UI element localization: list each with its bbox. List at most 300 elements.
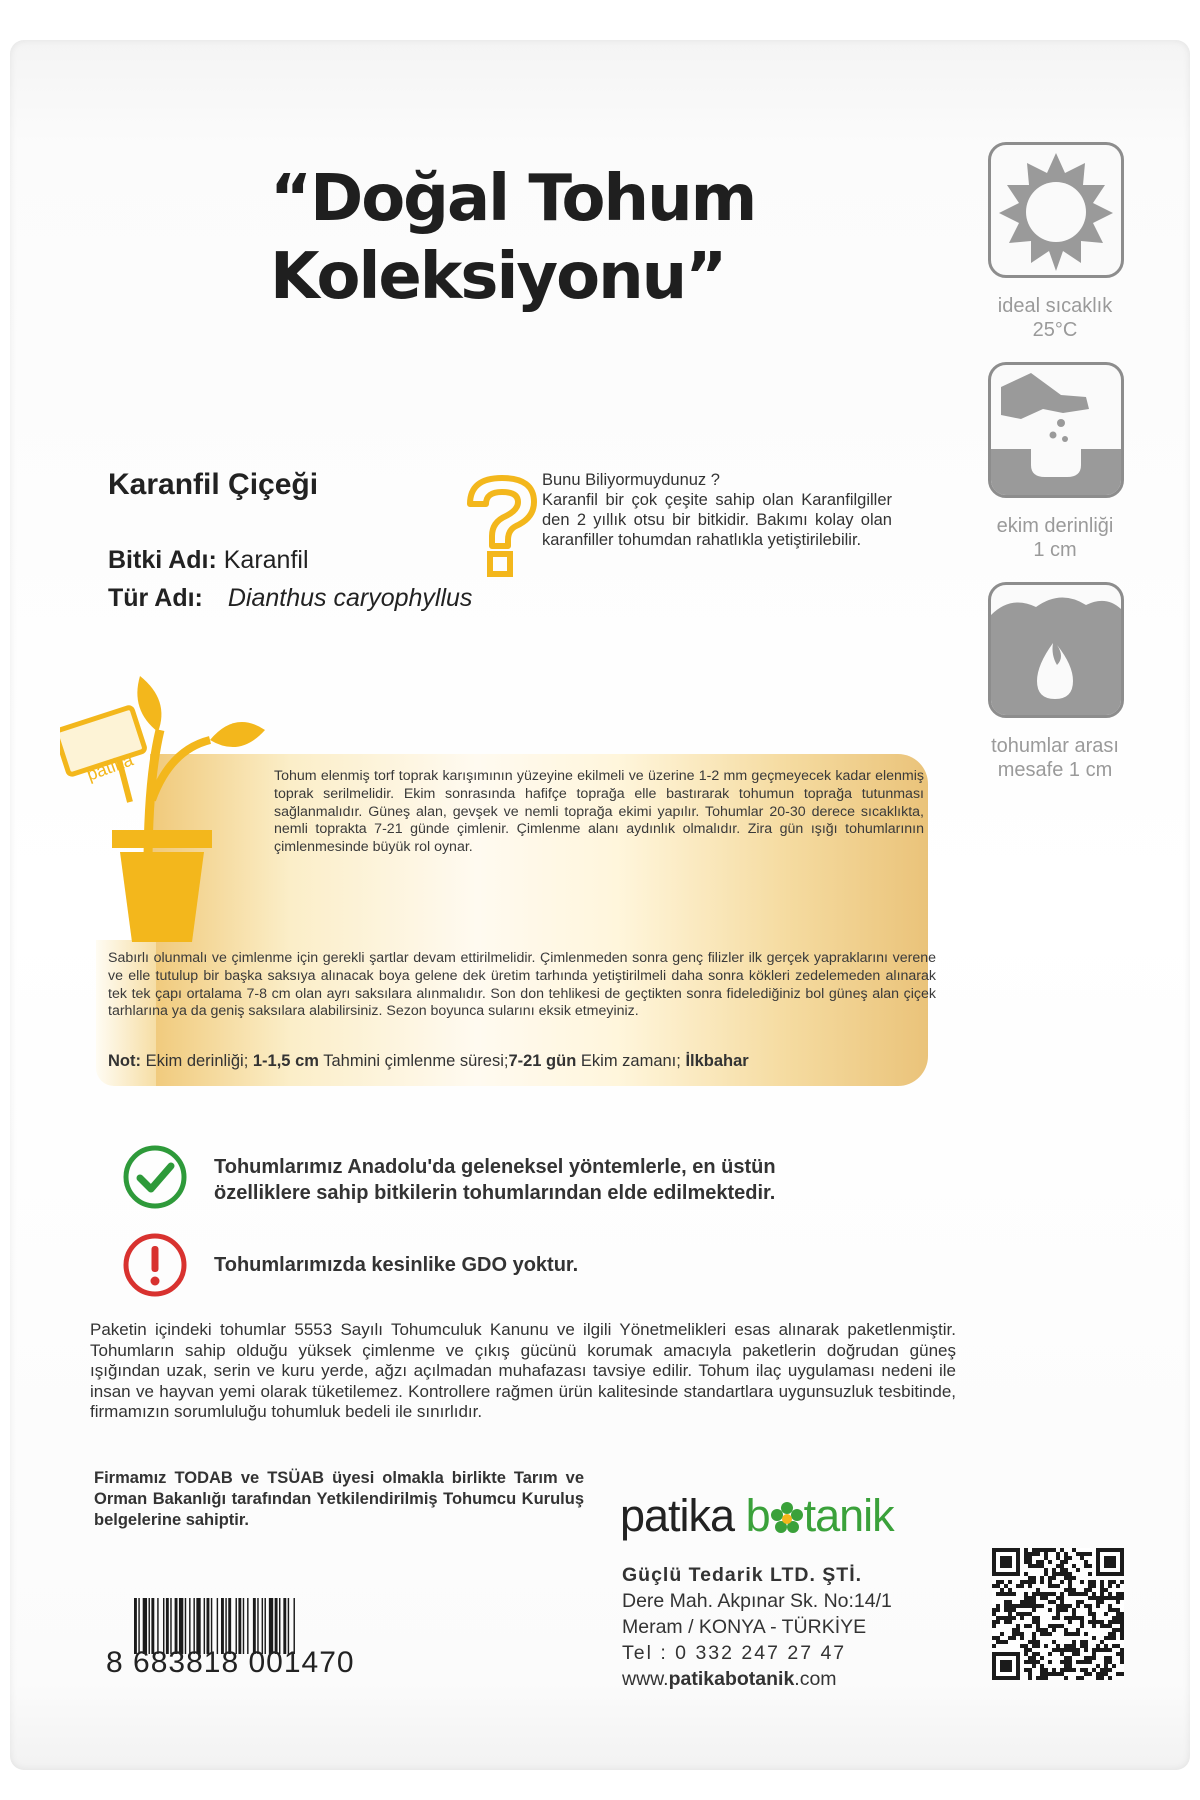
qr-module (1092, 1612, 1096, 1616)
qr-module (1100, 1624, 1104, 1628)
qr-module (1104, 1612, 1108, 1616)
spacing-caption-value: mesafe 1 cm (997, 759, 1113, 781)
qr-module (1108, 1596, 1112, 1600)
qr-module (1016, 1604, 1020, 1608)
qr-module (1040, 1560, 1044, 1564)
brand-part-1: patika (620, 1490, 746, 1541)
qr-module (1000, 1660, 1012, 1672)
qr-module (1044, 1556, 1048, 1560)
qr-module (1016, 1632, 1020, 1636)
qr-module (1084, 1560, 1088, 1564)
qr-module (1080, 1552, 1084, 1556)
qr-module (1084, 1604, 1088, 1608)
qr-module (1040, 1676, 1044, 1680)
qr-module (1044, 1644, 1048, 1648)
qr-module (1032, 1604, 1036, 1608)
qr-module (1088, 1656, 1092, 1660)
qr-module (1112, 1636, 1116, 1640)
qr-module (1004, 1640, 1008, 1644)
spacing-caption (955, 734, 1155, 782)
qr-module (1100, 1588, 1104, 1592)
company-address-1: Dere Mah. Akpınar Sk. No:14/1 (622, 1590, 892, 1612)
qr-module (1096, 1620, 1100, 1624)
qr-module (1044, 1548, 1048, 1552)
qr-module (1112, 1664, 1116, 1668)
qr-module (1100, 1648, 1104, 1652)
qr-module (1112, 1580, 1116, 1584)
qr-module (1084, 1564, 1088, 1568)
qr-module (1088, 1604, 1092, 1608)
qr-module (1020, 1632, 1024, 1636)
qr-module (1056, 1608, 1060, 1612)
qr-module (1080, 1640, 1084, 1644)
qr-module (1068, 1572, 1072, 1576)
qr-module (1056, 1604, 1060, 1608)
barcode-number: 8 683818 001470 (106, 1646, 355, 1679)
qr-module (1028, 1596, 1032, 1600)
qr-module (1076, 1632, 1080, 1636)
qr-module (1012, 1608, 1016, 1612)
qr-module (1092, 1580, 1096, 1584)
qr-module (1088, 1584, 1092, 1588)
qr-module (1028, 1640, 1032, 1644)
qr-module (1060, 1560, 1064, 1564)
qr-module (1044, 1632, 1048, 1636)
qr-module (1036, 1644, 1040, 1648)
qr-module (1044, 1572, 1048, 1576)
qr-module (1020, 1584, 1024, 1588)
qr-module (1060, 1548, 1064, 1552)
qr-module (1108, 1636, 1112, 1640)
qr-module (1052, 1576, 1056, 1580)
qr-module (1052, 1600, 1056, 1604)
qr-module (1092, 1668, 1096, 1672)
qr-module (1112, 1608, 1116, 1612)
qr-module (1020, 1600, 1024, 1604)
qr-module (1096, 1672, 1100, 1676)
qr-module (1060, 1624, 1064, 1628)
qr-module (1012, 1632, 1016, 1636)
qr-module (1048, 1580, 1052, 1584)
gmo-claim: Tohumlarımızda kesinlike GDO yoktur. (214, 1254, 579, 1276)
qr-module (1120, 1620, 1124, 1624)
qr-module (1024, 1644, 1028, 1648)
qr-module (1012, 1604, 1016, 1608)
qr-module (1096, 1676, 1100, 1680)
qr-module (1020, 1616, 1024, 1620)
qr-module (1108, 1580, 1112, 1584)
qr-module (1032, 1656, 1036, 1660)
qr-module (1004, 1600, 1008, 1604)
qr-module (1020, 1612, 1024, 1616)
qr-module (1004, 1620, 1008, 1624)
temperature-caption-label: ideal sıcaklık (997, 295, 1113, 317)
qr-module (1044, 1596, 1048, 1600)
qr-module (1084, 1656, 1088, 1660)
qr-module (1084, 1588, 1088, 1592)
qr-module (1008, 1588, 1012, 1592)
qr-module (1120, 1628, 1124, 1632)
plant-name-label: Bitki Adı: (108, 546, 217, 574)
qr-module (1120, 1612, 1124, 1616)
qr-module (1052, 1592, 1056, 1596)
qr-module (1024, 1612, 1028, 1616)
qr-module (1056, 1564, 1060, 1568)
qr-module (1060, 1660, 1064, 1664)
qr-module (1056, 1584, 1060, 1588)
membership-text: Firmamız TODAB ve TSÜAB üyesi olmakla birlikte Tarım ve Orman Bakanlığı tarafından Yetkilendirilmiş Tohumcu Kuruluş belgelerine sahiptir. (94, 1469, 584, 1529)
qr-module (1068, 1588, 1072, 1592)
qr-module (1092, 1636, 1096, 1640)
qr-module (1008, 1600, 1012, 1604)
qr-module (1116, 1672, 1120, 1676)
qr-module (1028, 1660, 1032, 1664)
qr-module (996, 1592, 1000, 1596)
note-time-value: İlkbahar (685, 1052, 749, 1070)
qr-module (1040, 1668, 1044, 1672)
qr-module (1032, 1616, 1036, 1620)
qr-module (1008, 1608, 1012, 1612)
qr-module (1092, 1648, 1096, 1652)
qr-module (1032, 1660, 1036, 1664)
temperature-caption (955, 294, 1155, 342)
qr-module (1060, 1672, 1064, 1676)
qr-module (1092, 1616, 1096, 1620)
qr-module (1060, 1604, 1064, 1608)
qr-module (1064, 1632, 1068, 1636)
qr-module (1072, 1548, 1076, 1552)
question-mark-icon (462, 470, 542, 580)
qr-module (1036, 1564, 1040, 1568)
qr-module (1116, 1620, 1120, 1624)
qr-module (996, 1584, 1000, 1588)
qr-module (1036, 1592, 1040, 1596)
qr-module (1120, 1672, 1124, 1676)
qr-module (1032, 1620, 1036, 1624)
qr-module (1076, 1676, 1080, 1680)
qr-module (1004, 1616, 1008, 1620)
qr-module (1088, 1620, 1092, 1624)
qr-module (1004, 1592, 1008, 1596)
qr-module (1048, 1560, 1052, 1564)
qr-module (1080, 1620, 1084, 1624)
brand-part-2: b (745, 1490, 770, 1541)
qr-module (1112, 1616, 1116, 1620)
qr-module (1104, 1624, 1108, 1628)
qr-module (1088, 1572, 1092, 1576)
brand-part-3: tanik (803, 1490, 894, 1541)
qr-module (1116, 1608, 1120, 1612)
qr-module (1064, 1588, 1068, 1592)
qr-module (1116, 1616, 1120, 1620)
qr-module (1012, 1616, 1016, 1620)
collection-title (270, 160, 830, 316)
tradition-claim-line-1: Tohumlarımız Anadolu'da geleneksel yöntemlerle, en üstün (214, 1156, 776, 1178)
qr-module (1052, 1616, 1056, 1620)
qr-module (1032, 1652, 1036, 1656)
qr-module (1076, 1652, 1080, 1656)
qr-module (1032, 1664, 1036, 1668)
plant-name-value: Karanfil (223, 546, 309, 574)
qr-module (1024, 1552, 1028, 1556)
qr-module (1040, 1632, 1044, 1636)
qr-module (1084, 1648, 1088, 1652)
qr-module (992, 1636, 996, 1640)
qr-module (1064, 1656, 1068, 1660)
qr-module (1028, 1556, 1032, 1560)
qr-module (1040, 1548, 1044, 1552)
qr-module (1080, 1592, 1084, 1596)
qr-module (1004, 1604, 1008, 1608)
qr-module (1040, 1656, 1044, 1660)
qr-module (1108, 1656, 1112, 1660)
qr-module (1008, 1636, 1012, 1640)
qr-module (1000, 1592, 1004, 1596)
qr-module (1012, 1592, 1016, 1596)
qr-module (1040, 1580, 1044, 1584)
qr-module (1036, 1560, 1040, 1564)
qr-module (1040, 1576, 1044, 1580)
qr-module (1088, 1612, 1092, 1616)
qr-module (1092, 1652, 1096, 1656)
qr-module (996, 1620, 1000, 1624)
qr-module (1068, 1648, 1072, 1652)
qr-module (1064, 1604, 1068, 1608)
qr-module (1112, 1628, 1116, 1632)
qr-module (1076, 1552, 1080, 1556)
qr-module (1076, 1604, 1080, 1608)
qr-module (1072, 1592, 1076, 1596)
flower-icon (770, 1501, 804, 1535)
qr-module (1052, 1672, 1056, 1676)
qr-module (1024, 1660, 1028, 1664)
qr-module (1072, 1652, 1076, 1656)
qr-module (1068, 1632, 1072, 1636)
qr-module (992, 1608, 996, 1612)
qr-module (1024, 1648, 1028, 1652)
company-info (622, 1562, 892, 1692)
qr-module (996, 1616, 1000, 1620)
qr-module (1064, 1668, 1068, 1672)
qr-module (1064, 1572, 1068, 1576)
website-suffix: .com (794, 1668, 837, 1690)
qr-module (1028, 1584, 1032, 1588)
sowing-depth-icon-box (988, 362, 1124, 498)
qr-module (1056, 1572, 1060, 1576)
temperature-caption-value: 25°C (1032, 319, 1078, 341)
qr-module (1088, 1660, 1092, 1664)
qr-module (1044, 1668, 1048, 1672)
qr-module (1056, 1624, 1060, 1628)
qr-module (996, 1636, 1000, 1640)
qr-module (1044, 1672, 1048, 1676)
qr-module (1096, 1664, 1100, 1668)
qr-module (1112, 1644, 1116, 1648)
qr-module (1036, 1624, 1040, 1628)
qr-module (1104, 1672, 1108, 1676)
qr-module (1104, 1636, 1108, 1640)
qr-module (1076, 1592, 1080, 1596)
qr-module (1008, 1592, 1012, 1596)
qr-module (1024, 1580, 1028, 1584)
qr-module (1024, 1572, 1028, 1576)
qr-module (1096, 1648, 1100, 1652)
qr-module (1024, 1592, 1028, 1596)
qr-module (1092, 1596, 1096, 1600)
qr-module (1000, 1632, 1004, 1636)
qr-module (1096, 1644, 1100, 1648)
qr-module (1108, 1608, 1112, 1612)
product-name: Karanfil Çiçeği (108, 468, 319, 501)
qr-module (1008, 1604, 1012, 1608)
qr-module (1044, 1552, 1048, 1556)
qr-module (1120, 1596, 1124, 1600)
qr-module (1032, 1608, 1036, 1612)
qr-module (1040, 1664, 1044, 1668)
qr-module (1036, 1620, 1040, 1624)
qr-code-icon[interactable] (992, 1548, 1124, 1680)
qr-module (1080, 1624, 1084, 1628)
qr-module (1112, 1596, 1116, 1600)
qr-module (1028, 1560, 1032, 1564)
qr-module (1060, 1592, 1064, 1596)
qr-module (1024, 1548, 1028, 1552)
qr-module (1052, 1640, 1056, 1644)
spacing-caption-label: tohumlar arası (991, 735, 1119, 757)
qr-module (1016, 1584, 1020, 1588)
qr-module (1036, 1628, 1040, 1632)
title-line-2: Koleksiyonu” (270, 240, 726, 314)
qr-module (1108, 1676, 1112, 1680)
qr-module (1116, 1628, 1120, 1632)
qr-module (1112, 1632, 1116, 1636)
qr-module (1068, 1620, 1072, 1624)
qr-module (1100, 1620, 1104, 1624)
qr-module (1048, 1660, 1052, 1664)
instructions-paragraph-2: Sabırlı olunmalı ve çimlenme için gerekli şartlar devam ettirilmelidir. Çimlenmeden sonra genç filizler ilk gerçek yapraklarını verene ve elle tutulup bir başka saksıya alınacak boya gelene dek üretim tarhında yetiştirilmeli daha sonra kökleri zedelemeden alınarak tek tek çapı ortalama 7-8 cm olan ayrı saksılara alınmalıdır. Son don tehlikesi de geçtikten sonra fidelediğiniz bol güneş alan çiçek tarhlarına ya da geniş saksılara alabilirsiniz. Sezon boyunca sularını eksik etmeyiniz. (108, 950, 936, 1020)
qr-module (1036, 1660, 1040, 1664)
qr-module (1120, 1656, 1124, 1660)
tradition-claim (214, 1154, 776, 1206)
qr-module (1040, 1672, 1044, 1676)
qr-module (1056, 1612, 1060, 1616)
qr-module (1032, 1636, 1036, 1640)
sowing-note (108, 1052, 749, 1071)
qr-module (1080, 1556, 1084, 1560)
qr-module (1064, 1648, 1068, 1652)
qr-module (1108, 1648, 1112, 1652)
qr-module (1008, 1580, 1012, 1584)
qr-module (1120, 1652, 1124, 1656)
qr-module (1052, 1568, 1056, 1572)
qr-module (1056, 1616, 1060, 1620)
qr-module (1056, 1648, 1060, 1652)
did-you-know-heading: Bunu Biliyormuydunuz ? (542, 471, 720, 489)
qr-module (1104, 1668, 1108, 1672)
qr-module (1012, 1628, 1016, 1632)
qr-module (1072, 1616, 1076, 1620)
qr-module (1028, 1676, 1032, 1680)
check-icon (122, 1144, 188, 1210)
company-website[interactable] (622, 1666, 892, 1692)
qr-module (1032, 1644, 1036, 1648)
qr-module (1052, 1648, 1056, 1652)
qr-module (1032, 1548, 1036, 1552)
qr-module (1120, 1624, 1124, 1628)
qr-module (1096, 1596, 1100, 1600)
warning-icon (122, 1232, 188, 1298)
qr-module (1060, 1568, 1064, 1572)
qr-module (1032, 1580, 1036, 1584)
qr-module (1004, 1584, 1008, 1588)
qr-module (1040, 1604, 1044, 1608)
qr-module (1048, 1592, 1052, 1596)
qr-module (1088, 1564, 1092, 1568)
qr-module (1068, 1656, 1072, 1660)
qr-module (1084, 1672, 1088, 1676)
qr-module (1096, 1600, 1100, 1604)
qr-module (1016, 1628, 1020, 1632)
qr-module (1108, 1660, 1112, 1664)
qr-module (1072, 1612, 1076, 1616)
qr-module (1064, 1568, 1068, 1572)
qr-module (1080, 1644, 1084, 1648)
qr-module (1036, 1552, 1040, 1556)
qr-module (1032, 1632, 1036, 1636)
qr-module (1028, 1672, 1032, 1676)
qr-module (1100, 1672, 1104, 1676)
qr-module (1060, 1652, 1064, 1656)
qr-module (1056, 1552, 1060, 1556)
qr-module (1100, 1580, 1104, 1584)
qr-module (1036, 1640, 1040, 1644)
qr-module (1084, 1660, 1088, 1664)
qr-module (1052, 1584, 1056, 1588)
qr-module (1064, 1556, 1068, 1560)
qr-module (1064, 1676, 1068, 1680)
qr-module (1064, 1644, 1068, 1648)
qr-module (1056, 1556, 1060, 1560)
company-name: Güçlü Tedarik LTD. ŞTİ. (622, 1564, 863, 1586)
plant-name-row (108, 546, 309, 575)
qr-module (1048, 1584, 1052, 1588)
qr-module (1084, 1668, 1088, 1672)
seed-spacing-icon (991, 585, 1121, 715)
qr-module (1032, 1640, 1036, 1644)
qr-module (1068, 1576, 1072, 1580)
qr-module (1080, 1668, 1084, 1672)
qr-module (996, 1640, 1000, 1644)
qr-module (1056, 1672, 1060, 1676)
qr-module (1064, 1616, 1068, 1620)
qr-module (1120, 1592, 1124, 1596)
qr-module (1108, 1604, 1112, 1608)
qr-module (1072, 1564, 1076, 1568)
sowing-depth-icon (991, 365, 1121, 495)
qr-module (1100, 1600, 1104, 1604)
qr-module (1072, 1608, 1076, 1612)
qr-module (1024, 1668, 1028, 1672)
note-time-label: Ekim zamanı; (580, 1052, 681, 1070)
qr-module (1036, 1604, 1040, 1608)
qr-module (1068, 1664, 1072, 1668)
qr-module (992, 1620, 996, 1624)
qr-module (1104, 1556, 1116, 1568)
did-you-know (542, 470, 892, 550)
qr-module (1092, 1656, 1096, 1660)
qr-module (1104, 1664, 1108, 1668)
qr-module (1028, 1576, 1032, 1580)
